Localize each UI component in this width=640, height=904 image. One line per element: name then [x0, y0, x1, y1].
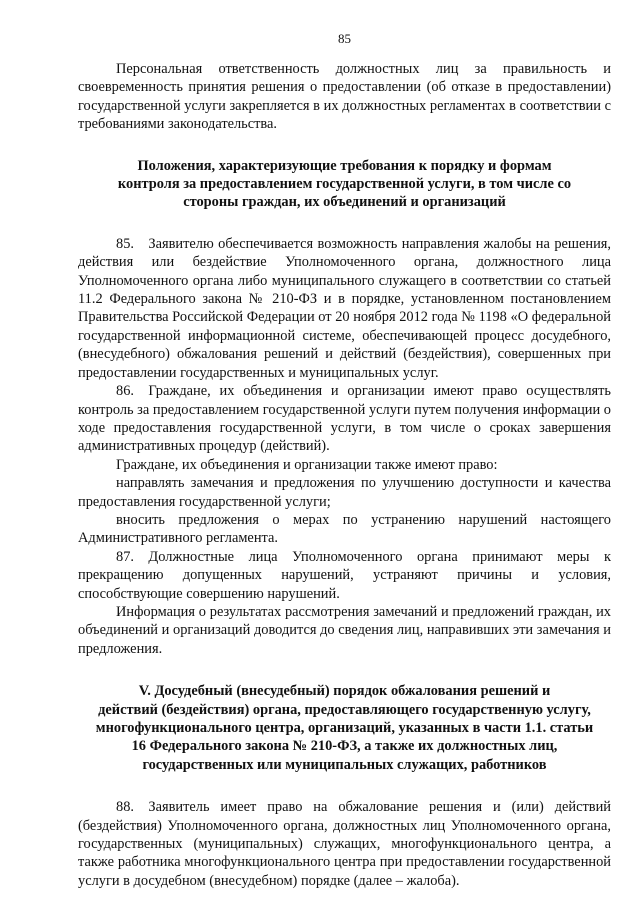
section-heading-control — [78, 157, 611, 212]
heading-line: государственных или муниципальных служащих, работников — [142, 756, 547, 773]
heading-line: 16 Федерального закона № 210-ФЗ, а также их должностных лиц, — [131, 738, 558, 755]
paragraph-86: 86. Граждане, их объединения и организации имеют право осуществлять контроль за предоставлением государственной услуги путем получения информации о ходе предоставления государственной услуги, в том числе о сроках завершения административных процедур (действий). — [78, 383, 611, 455]
intro-paragraph: Персональная ответственность должностных лиц за правильность и своевременность принятия решения о предоставлении (об отказе в предоставлении) государственной услуги закрепляется в их должностных регламентах в соответствии с требованиями законодательства. — [78, 61, 611, 133]
section-heading-appeal — [78, 682, 611, 774]
paragraph-right-proposals: вносить предложения о мерах по устранению нарушений настоящего Административного регламента. — [78, 511, 611, 547]
heading-line: многофункционального центра, организаций, указанных в части 1.1. статьи — [95, 720, 594, 736]
document-page — [78, 30, 611, 890]
page-number: 85 — [338, 31, 351, 46]
heading-line: контроля за предоставлением государственной услуги, в том числе со — [117, 176, 572, 193]
heading-line: действий (бездействия) органа, предоставляющего государственную услугу, — [98, 701, 591, 718]
heading-line: V. Досудебный (внесудебный) порядок обжалования решений и — [138, 683, 551, 700]
paragraph-results-info: Информация о результатах рассмотрения замечаний и предложений граждан, их объединений и организаций доводится до сведения лиц, направивших эти замечания и предложения. — [78, 603, 611, 657]
heading-line: Положения, характеризующие требования к порядку и формам — [137, 157, 552, 174]
paragraph-rights-intro: Граждане, их объединения и организации также имеют право: — [116, 456, 498, 473]
heading-line: стороны граждан, их объединений и организаций — [183, 194, 506, 211]
paragraph-88: 88. Заявитель имеет право на обжалование решения и (или) действий (бездействия) Уполномоченного органа, должностных лиц Уполномоченного органа, государственных (муниципальных) служащих, многофункционального центра, а также работника многофункционального центра при предоставлении государственной услуги в досудебном (внесудебном) порядке (далее – жалоба). — [78, 799, 611, 889]
paragraph-87: 87. Должностные лица Уполномоченного органа принимают меры к прекращению допущенных нарушений, устраняют причины и условия, способствующие совершению нарушений. — [78, 548, 611, 602]
paragraph-85: 85. Заявителю обеспечивается возможность направления жалобы на решения, действия или бездействие Уполномоченного органа, должностного лица Уполномоченного органа либо муниципального служащего в соответствии со статьей 11.2 Федерального закона № 210-ФЗ и в порядке, установленном постановлением Правительства Российской Федерации от 20 ноября 2012 года № 1198 «О федеральной государственной информационной системе, обеспечивающей процесс досудебного, (внесудебного) обжалования решений и действий (бездействия), совершенных при предоставлении государственных и муниципальных услуг. — [78, 235, 611, 381]
paragraph-right-remarks: направлять замечания и предложения по улучшению доступности и качества предоставления государственной услуги; — [78, 475, 611, 510]
